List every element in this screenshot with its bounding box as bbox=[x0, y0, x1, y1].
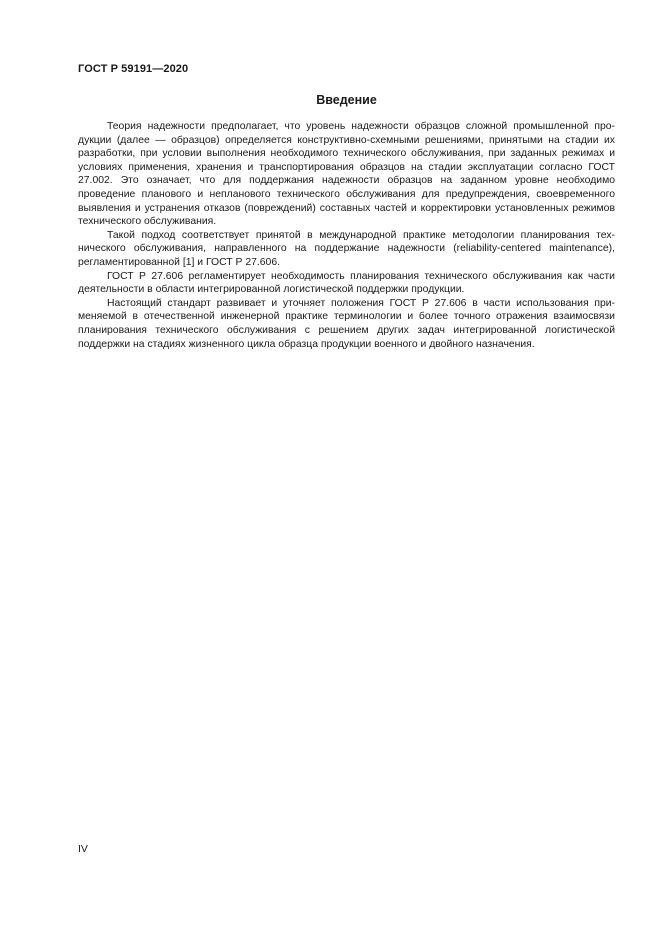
body-text bbox=[78, 120, 615, 351]
paragraph-2: Такой подход соответствует принятой в международной практике методологии планирования технического обслуживания, направленного на поддержание надежности (reliability-centered maintenance), регламентированной [1] и ГОСТ Р 27.606. bbox=[78, 229, 615, 268]
paragraph-1: Теория надежности предполагает, что уровень надежности образцов сложной промышленной продукции (далее — образцов) определяется конструктивно-схемными решениями, принятыми на стадии их разработки, при условии выполнения необходимого технического обслуживания, при заданных режимах и условиях применения, хранения и транспортирования образцов на стадии эксплуатации согласно ГОСТ 27.002. Это означает, что для поддержания надежности образцов на заданном уровне необходимо проведение планового и непланового технического обслуживания для предупреждения, своевременного выявления и устранения отказов (повреждений) составных частей и корректировки установленных режимов технического обслуживания. bbox=[78, 121, 615, 228]
paragraph-3: ГОСТ Р 27.606 регламентирует необходимость планирования технического обслуживания как части деятельности в области интегрированной логистической поддержки продукции. bbox=[78, 270, 615, 296]
section-title: Введение bbox=[316, 93, 377, 107]
paragraph-4: Настоящий стандарт развивает и уточняет положения ГОСТ Р 27.606 в части использования применяемой в отечественной инженерной практике терминологии и более точного отражения взаимосвязи планирования технического обслуживания с решением других задач интегрированной логистической поддержки на стадиях жизненного цикла образца продукции военного и двойного назначения. bbox=[78, 297, 615, 350]
document-code: ГОСТ Р 59191—2020 bbox=[78, 63, 189, 75]
page-number: IV bbox=[78, 843, 88, 855]
